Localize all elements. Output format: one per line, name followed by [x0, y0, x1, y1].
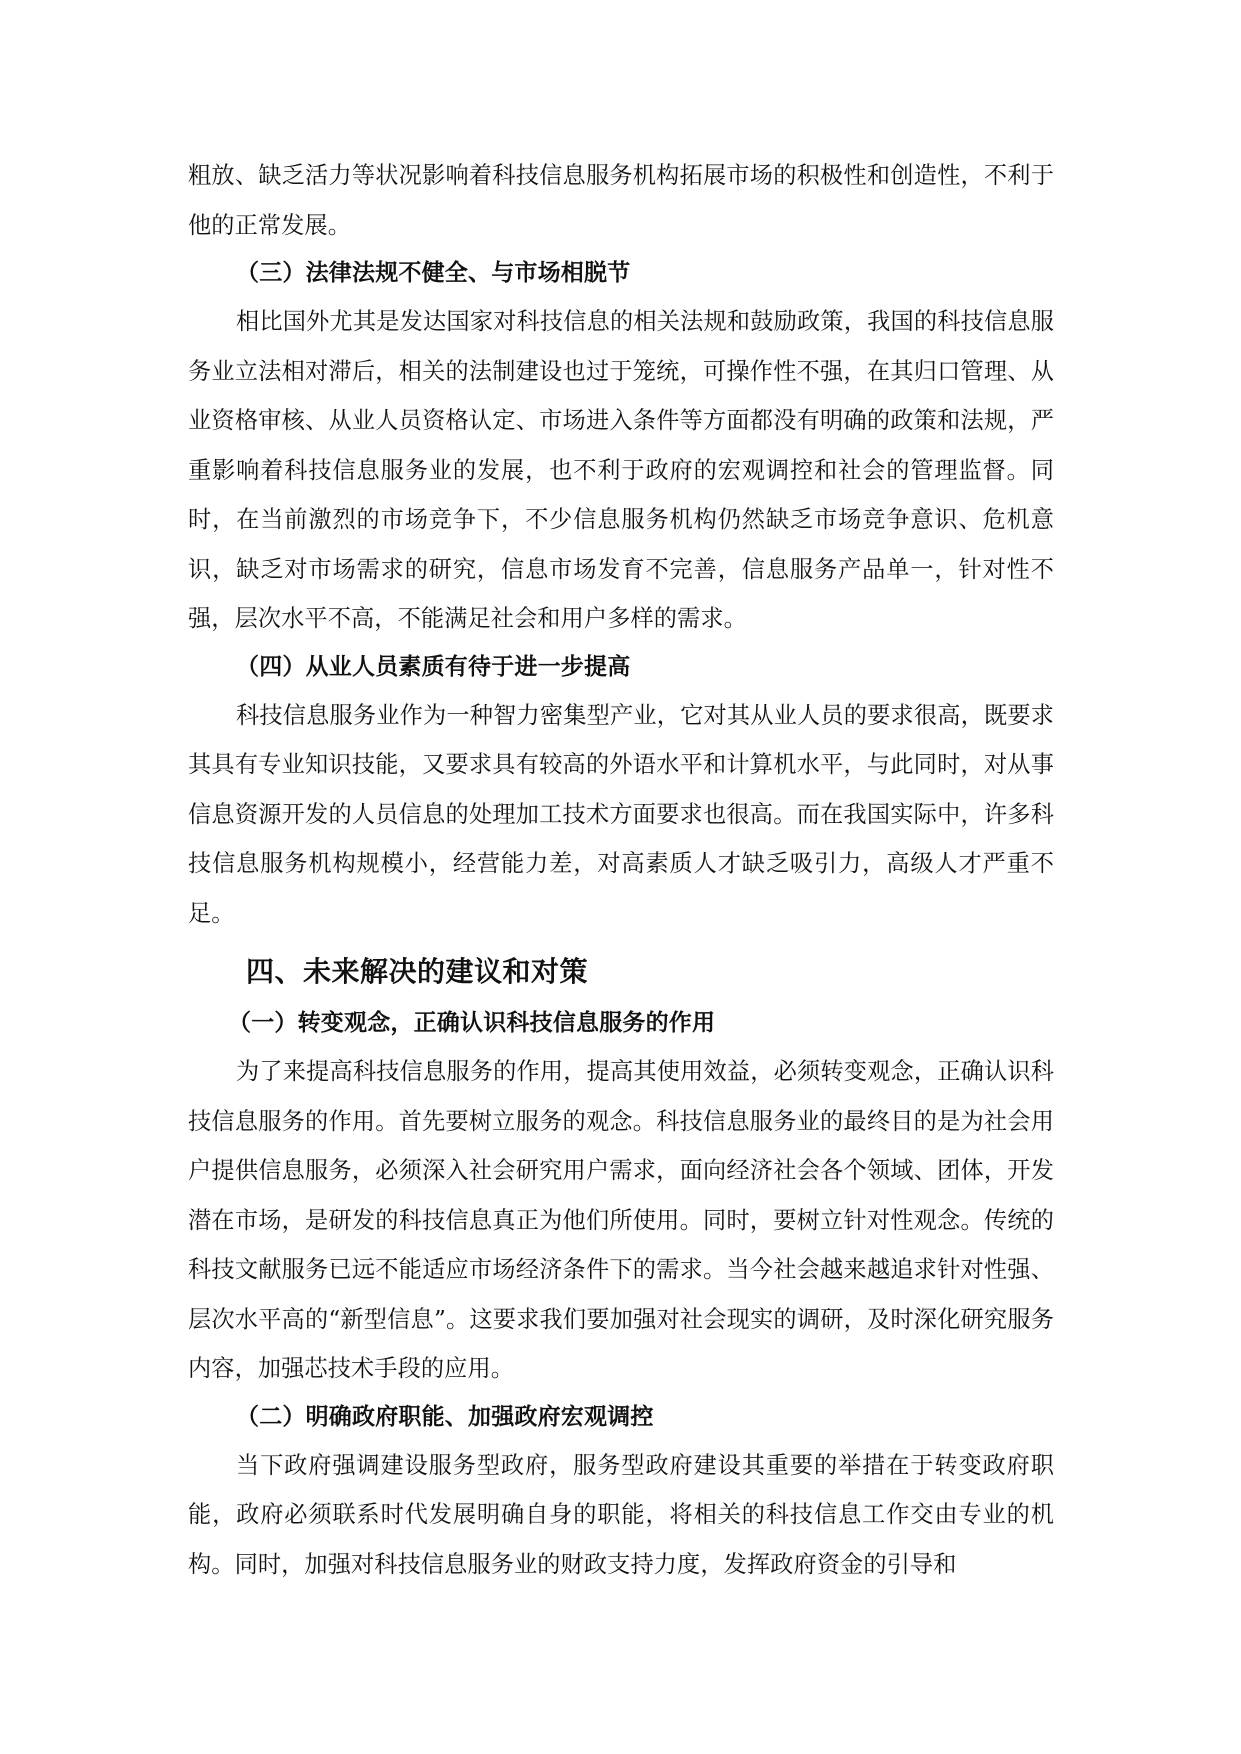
subheading-change-concept: （一）转变观念，正确认识科技信息服务的作用: [228, 1010, 716, 1036]
paragraph-change-concept: 为了来提高科技信息服务的作用，提高其使用效益，必须转变观念，正确认识科技信息服务的作用。首先要树立服务的观念。科技信息服务业的最终目的是为社会用户提供信息服务，必须深入社会研究用户需求，面向经济社会各个领域、团体，开发潜在市场，是研发的科技信息真正为他们所使用。同时，要树立针对性观念。传统的科技文献服务已远不能适应市场经济条件下的需求。当今社会越来越追求针对性强、层次水平高的“新型信息”。这要求我们要加强对社会现实的调研，及时深化研究服务内容，加强芯技术手段的应用。: [188, 1058, 1054, 1382]
paragraph-personnel-quality: 科技信息服务业作为一种智力密集型产业，它对其从业人员的要求很高，既要求其具有专业知识技能，又要求具有较高的外语水平和计算机水平，与此同时，对从事信息资源开发的人员信息的处理加工技术方面要求也很高。而在我国实际中，许多科技信息服务机构规模小，经营能力差，对高素质人才缺乏吸引力，高级人才严重不足。: [188, 701, 1054, 927]
subheading-laws-regulations: （三）法律法规不健全、与市场相脱节: [236, 260, 631, 286]
section-heading-suggestions: 四、未来解决的建议和对策: [246, 955, 589, 988]
paragraph-continued: 粗放、缺乏活力等状况影响着科技信息服务机构拓展市场的积极性和创造性，不利于他的正常发展。: [188, 162, 1054, 239]
paragraph-laws-regulations: 相比国外尤其是发达国家对科技信息的相关法规和鼓励政策，我国的科技信息服务业立法相对滞后，相关的法制建设也过于笼统，可操作性不强，在其归口管理、从业资格审核、从业人员资格认定、市场进入条件等方面都没有明确的政策和法规，严重影响着科技信息服务业的发展，也不利于政府的宏观调控和社会的管理监督。同时，在当前激烈的市场竞争下，不少信息服务机构仍然缺乏市场竞争意识、危机意识，缺乏对市场需求的研究，信息市场发育不完善，信息服务产品单一，针对性不强，层次水平不高，不能满足社会和用户多样的需求。: [188, 308, 1054, 632]
subheading-personnel-quality: （四）从业人员素质有待于进一步提高: [236, 653, 631, 680]
subheading-government-functions: （二）明确政府职能、加强政府宏观调控: [236, 1403, 654, 1430]
document-body: [188, 151, 1054, 1589]
paragraph-government-functions: 当下政府强调建设服务型政府，服务型政府建设其重要的举措在于转变政府职能，政府必须联系时代发展明确自身的职能，将相关的科技信息工作交由专业的机构。同时，加强对科技信息服务业的财政支持力度，发挥政府资金的引导和: [188, 1451, 1054, 1578]
